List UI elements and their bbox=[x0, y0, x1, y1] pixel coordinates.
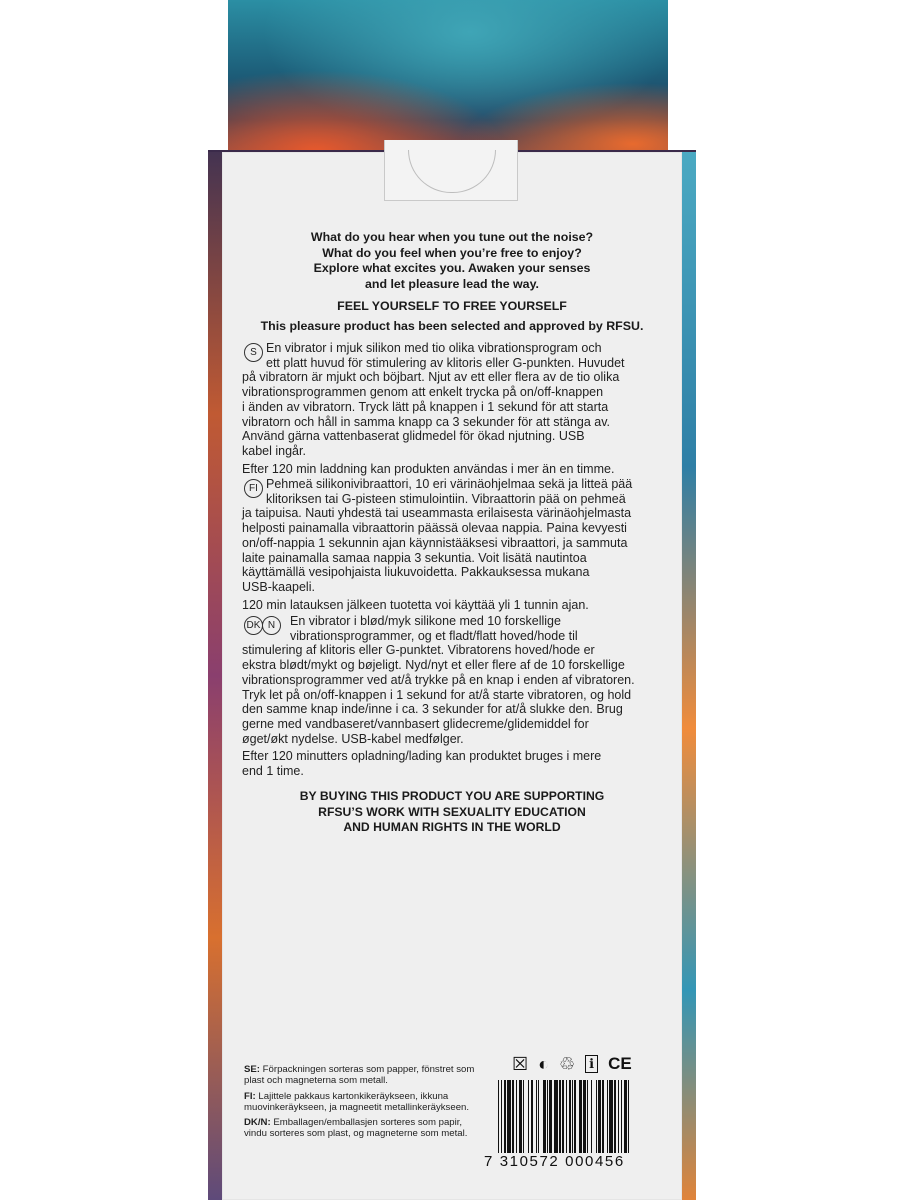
body-line: kabel ingår. bbox=[242, 443, 306, 458]
barcode-number: 7 310572 000456 bbox=[484, 1153, 625, 1170]
body-line: Använd gärna vattenbaserat glidmedel för ökad njutning. USB bbox=[242, 429, 585, 444]
recycling-dkn bbox=[244, 1117, 480, 1140]
body-line: i änden av vibratorn. Tryck lätt på knappen i 1 sekund för att starta bbox=[242, 399, 609, 414]
intro-block bbox=[240, 230, 664, 333]
body-line: Pehmeä silikonivibraattori, 10 eri värinäohjelmaa sekä ja litteä pää bbox=[266, 477, 633, 491]
footnote: Efter 120 min laddning kan produkten användas i mer än en timme. bbox=[242, 461, 615, 476]
body-line: helposti painamalla vibraattorin päässä olevaa nappia. Paina kevyesti bbox=[242, 521, 627, 536]
intro-line: What do you feel when you’re free to enjoy? bbox=[322, 245, 582, 260]
recycling-text: Lajittele pakkaus kartonkikeräykseen, ikkuna muovinkeräykseen, ja magneetit metallinkeräykseen. bbox=[244, 1090, 470, 1113]
tagline: FEEL YOURSELF TO FREE YOURSELF bbox=[337, 299, 567, 313]
body-line: käyttämällä vesipohjaista liukuvoidetta. Pakkauksessa mukana bbox=[242, 565, 590, 580]
body-line: vibrationsprogrammen genom att enkelt trycka på on/off-knappen bbox=[242, 385, 604, 400]
recycling-label: FI: bbox=[244, 1090, 256, 1102]
footnote: 120 min latauksen jälkeen tuotetta voi käyttää yli 1 tunnin ajan. bbox=[242, 597, 589, 612]
manual-icon: ℹ bbox=[585, 1055, 598, 1073]
body-line: gerne med vandbaseret/vannbasert glidecreme/glidemiddel for bbox=[242, 716, 589, 731]
body-line: Tryk let på on/off-knappen i 1 sekund for at/å starte vibratoren, og hold bbox=[242, 687, 632, 702]
section-swedish bbox=[242, 341, 662, 476]
green-dot-icon: ◐ bbox=[538, 1054, 550, 1074]
body-line: En vibrator i mjuk silikon med tio olika vibrationsprogram och bbox=[266, 341, 602, 355]
intro-line: Explore what excites you. Awaken your senses bbox=[313, 261, 591, 275]
support-line: BY BUYING THIS PRODUCT YOU ARE SUPPORTING bbox=[299, 789, 605, 803]
box-left-edge bbox=[208, 152, 222, 1200]
regulatory-symbols bbox=[512, 1052, 662, 1076]
body-line: USB-kaapeli. bbox=[242, 579, 315, 594]
recycling-se bbox=[244, 1064, 480, 1087]
support-statement bbox=[240, 789, 664, 836]
recycling-info bbox=[244, 1064, 480, 1144]
barcode-bar bbox=[629, 1080, 630, 1153]
hang-tab bbox=[228, 0, 668, 160]
body-line: øget/økt nydelse. USB-kabel medfølger. bbox=[242, 731, 464, 746]
language-badge-fi: FI bbox=[244, 479, 263, 498]
approval-note: This pleasure product has been selected and approved by RFSU. bbox=[260, 319, 644, 333]
footnote: end 1 time. bbox=[242, 764, 304, 779]
intro-line: and let pleasure lead the way. bbox=[365, 276, 539, 291]
recycle-icon: ♲ bbox=[559, 1054, 576, 1074]
body-line: ett platt huvud för stimulering av klitoris eller G-punkten. Huvudet bbox=[266, 355, 625, 370]
intro-line: What do you hear when you tune out the noise? bbox=[310, 230, 594, 244]
body-line: vibrationsprogrammer, og et fladt/flatt hoved/hode til bbox=[290, 628, 578, 643]
recycling-label: SE: bbox=[244, 1064, 260, 1075]
language-badge-se: S bbox=[244, 343, 263, 362]
body-line: on/off-nappia 1 sekunnin ajan käynnistääksesi vibraattori, ja sammuta bbox=[242, 535, 628, 550]
barcode bbox=[498, 1080, 658, 1153]
recycling-text: Förpackningen sorteras som papper, fönstret som plast och magneterna som metall. bbox=[244, 1064, 475, 1087]
language-badge-n: N bbox=[262, 616, 281, 635]
section-danish-norwegian bbox=[242, 614, 662, 779]
support-line: RFSU’S WORK WITH SEXUALITY EDUCATION bbox=[318, 804, 586, 819]
recycling-fi bbox=[244, 1091, 480, 1114]
recycling-text: Emballagen/emballasjen sorteres som papir, vindu sorteres som plast, og magneterne som metal. bbox=[244, 1117, 468, 1140]
recycling-label: DK/N: bbox=[244, 1117, 271, 1129]
body-line: på vibratorn är mjukt och böjbart. Njut av ett eller flera av de tio olika bbox=[242, 370, 620, 385]
body-line: laite painamalla samaa nappia 3 sekuntia. Voit lisätä nautintoa bbox=[242, 550, 587, 565]
body-line: vibratorn och håll in samma knapp ca 3 sekunder för att stänga av. bbox=[242, 414, 611, 429]
body-line: ekstra blødt/mykt og bøjeligt. Nyd/nyt et eller flere af de 10 forskellige bbox=[242, 658, 625, 673]
body-line: En vibrator i blød/myk silikone med 10 forskellige bbox=[290, 614, 561, 628]
footnote: Efter 120 minutters opladning/lading kan produktet bruges i mere bbox=[242, 749, 602, 764]
body-line: ja taipuisa. Nauti yhdestä tai useammasta erilaisesta värinäohjelmasta bbox=[242, 506, 632, 521]
body-line: vibrationsprogrammer ved at/å trykke på en knap i enden af vibratoren. bbox=[242, 672, 635, 687]
body-line: den samme knap inde/inne i ca. 3 sekunder for at/å slukke den. Brug bbox=[242, 702, 623, 717]
weee-bin-icon: ☒ bbox=[512, 1054, 529, 1074]
box-right-edge bbox=[682, 152, 696, 1200]
section-finnish bbox=[242, 477, 662, 612]
support-line: AND HUMAN RIGHTS IN THE WORLD bbox=[343, 820, 561, 834]
ce-mark-icon: CE bbox=[608, 1054, 632, 1073]
language-badge-dk: DK bbox=[244, 616, 263, 635]
body-line: klitoriksen tai G-pisteen stimulointiin. Vibraattorin pää on pehmeä bbox=[266, 491, 626, 506]
body-line: stimulering af klitoris eller G-punktet. Vibratorens hoved/hode er bbox=[242, 643, 595, 658]
intro-text bbox=[240, 230, 664, 292]
